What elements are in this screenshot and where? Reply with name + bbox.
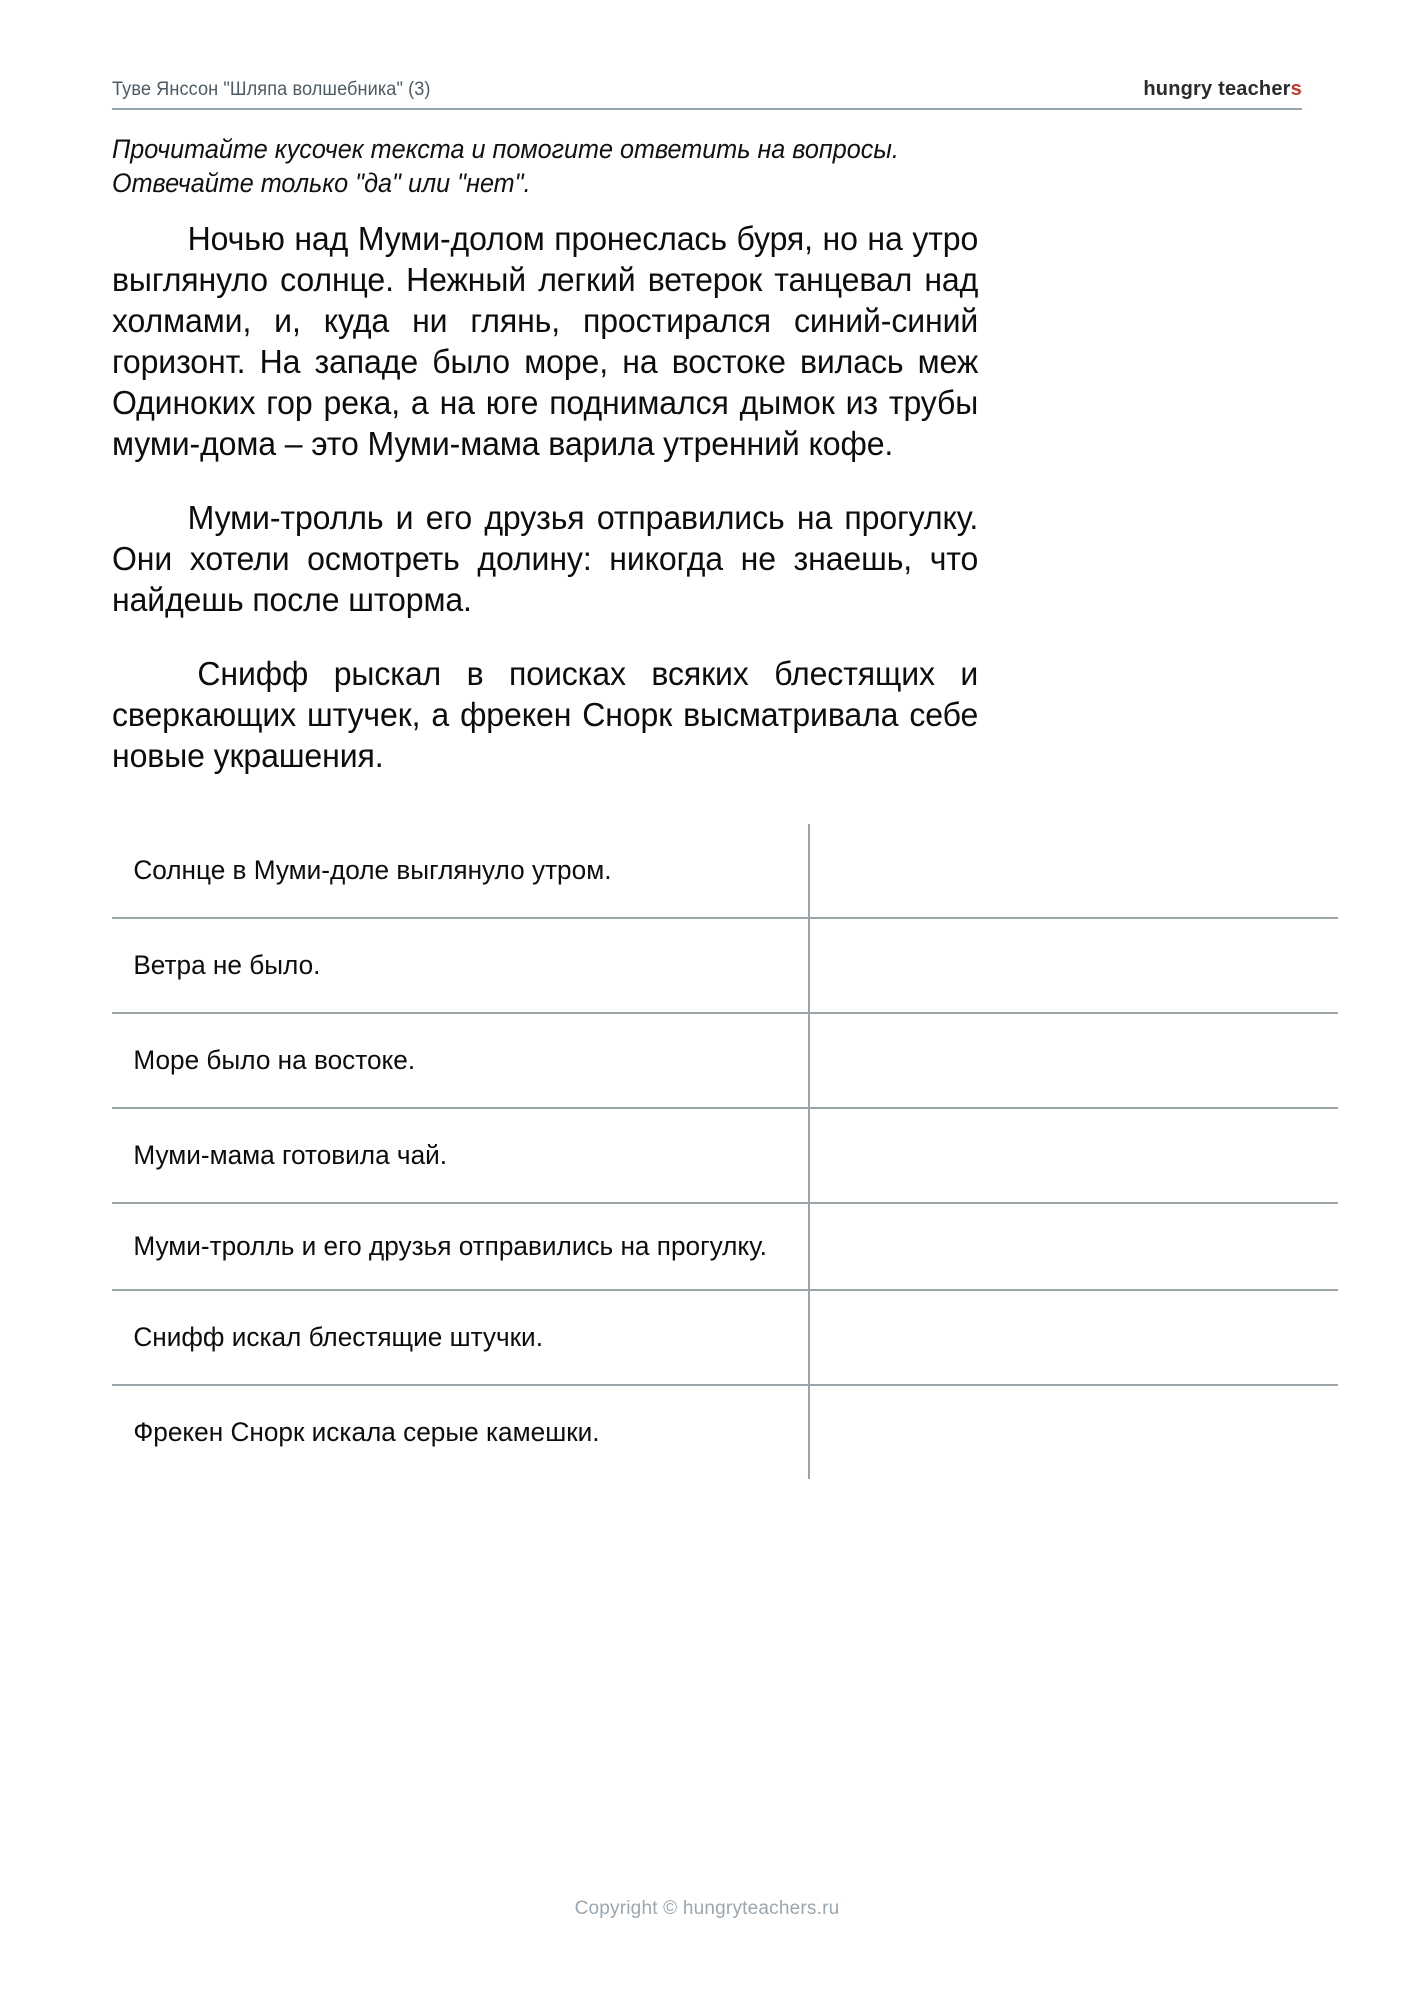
table-row bbox=[112, 1385, 1338, 1479]
table-row bbox=[112, 918, 1338, 1013]
passage-paragraph: Снифф рыскал в поисках всяких блестящих и сверкающих штучек, а фрекен Снорк высматривала себе новые украшения. bbox=[112, 655, 979, 774]
page-header bbox=[112, 78, 1302, 101]
answer-field[interactable] bbox=[809, 1385, 1338, 1479]
question-text: Фрекен Снорк искала серые камешки. bbox=[133, 1417, 600, 1447]
answer-field[interactable] bbox=[809, 1108, 1338, 1203]
header-divider bbox=[112, 108, 1302, 110]
answer-field[interactable] bbox=[809, 1290, 1338, 1385]
brand-logo bbox=[1143, 78, 1302, 101]
question-text: Муми-тролль и его друзья отправились на прогулку. bbox=[112, 1203, 788, 1290]
answer-field[interactable] bbox=[809, 1203, 1338, 1290]
instruction-line-1: Прочитайте кусочек текста и помогите ответить на вопросы. bbox=[112, 134, 899, 164]
table-row bbox=[112, 1290, 1338, 1385]
question-text: Снифф искал блестящие штучки. bbox=[112, 1290, 788, 1385]
instruction-line-2: Отвечайте только "да" или "нет". bbox=[112, 168, 531, 198]
questions-table bbox=[112, 824, 1338, 1479]
reading-passage bbox=[112, 218, 1005, 776]
brand-logo-accent: s bbox=[1290, 78, 1302, 100]
question-text: Муми-мама готовила чай. bbox=[112, 1108, 788, 1203]
answer-field[interactable] bbox=[809, 918, 1338, 1013]
footer-copyright: Copyright © hungryteachers.ru bbox=[574, 1898, 840, 1919]
question-text: Ветра не было. bbox=[112, 918, 788, 1013]
passage-paragraph: Муми-тролль и его друзья отправились на прогулку. Они хотели осмотреть долину: никогда не знаешь, что найдешь после шторма. bbox=[112, 499, 979, 618]
table-row bbox=[112, 1203, 1338, 1290]
question-text: Море было на востоке. bbox=[112, 1013, 788, 1108]
answer-field[interactable] bbox=[809, 1013, 1338, 1108]
passage-paragraph: Ночью над Муми-долом пронеслась буря, но на утро выглянуло солнце. Нежный легкий ветерок танцевал над холмами, и, куда ни глянь, простирался синий-синий горизонт. На западе было море, на востоке вилась меж Одиноких гор река, а на юге поднимался дымок из трубы муми-дома – это Муми-мама варила утренний кофе. bbox=[112, 220, 979, 462]
table-row bbox=[112, 1108, 1338, 1203]
table-row bbox=[112, 1013, 1338, 1108]
worksheet-title: Туве Янссон "Шляпа волшебника" (3) bbox=[112, 78, 431, 100]
brand-logo-main: hungry teacher bbox=[1143, 78, 1291, 100]
instructions-block bbox=[112, 132, 1243, 200]
table-row bbox=[112, 824, 1338, 918]
question-text: Солнце в Муми-доле выглянуло утром. bbox=[112, 824, 788, 918]
answer-field[interactable] bbox=[809, 824, 1338, 918]
